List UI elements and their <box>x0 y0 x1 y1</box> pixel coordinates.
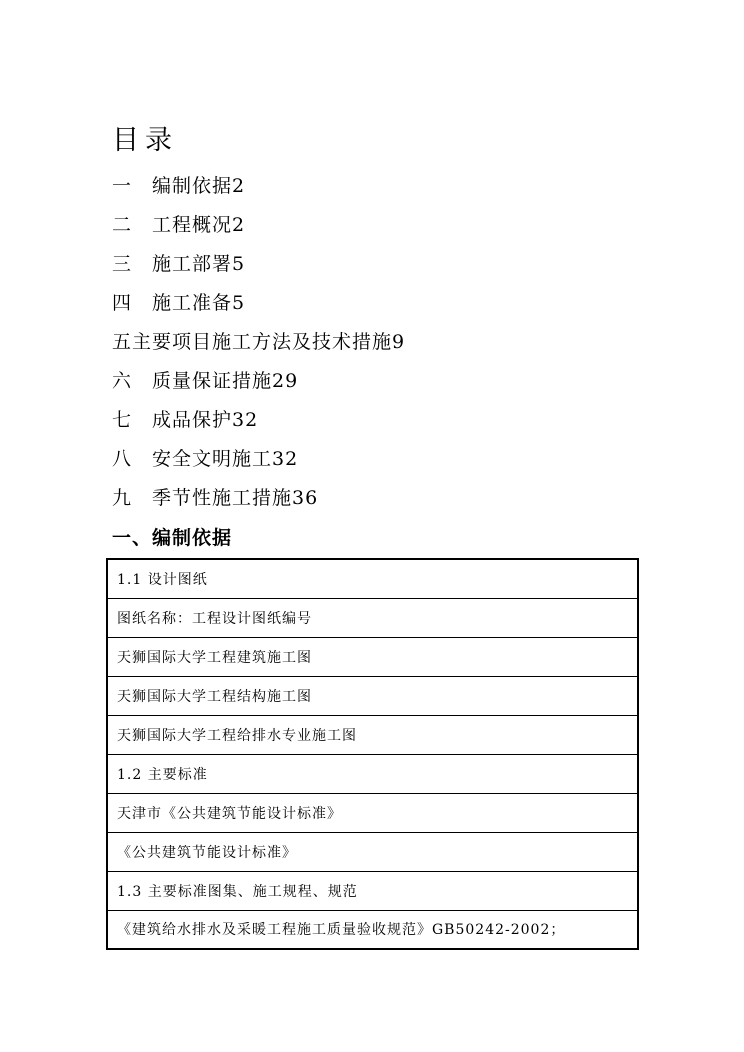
toc-item-page: 2 <box>232 214 246 236</box>
toc-item-number: 八 <box>112 448 133 470</box>
table-cell: 《公共建筑节能设计标准》 <box>107 832 638 871</box>
toc-item-label: 主要项目施工方法及技术措施 <box>132 331 393 353</box>
table-cell: 图纸名称：工程设计图纸编号 <box>107 598 638 637</box>
toc-item[interactable] <box>112 484 405 523</box>
toc-item-number: 六 <box>112 370 133 392</box>
toc-item[interactable] <box>112 250 405 289</box>
table-row <box>107 793 638 832</box>
table-cell: 1.1 设计图纸 <box>107 559 638 598</box>
toc-item-page: 32 <box>232 409 259 431</box>
table-row <box>107 559 638 598</box>
table-cell: 1.2 主要标准 <box>107 754 638 793</box>
toc-item-label: 成品保护 <box>152 409 233 431</box>
toc-item-number: 七 <box>112 409 133 431</box>
toc-item-label: 季节性施工措施 <box>152 487 293 509</box>
toc-item[interactable] <box>112 328 405 367</box>
section-heading: 一、编制依据 <box>112 527 233 549</box>
toc-item[interactable] <box>112 211 405 250</box>
table-row <box>107 598 638 637</box>
toc-item-number: 二 <box>112 214 133 236</box>
toc-list <box>112 172 405 523</box>
toc-item[interactable] <box>112 406 405 445</box>
toc-item[interactable] <box>112 172 405 211</box>
basis-table <box>106 558 639 950</box>
table-row <box>107 754 638 793</box>
toc-title: 目录 <box>112 125 178 156</box>
toc-item[interactable] <box>112 289 405 328</box>
toc-item[interactable] <box>112 445 405 484</box>
toc-item-page: 2 <box>232 175 246 197</box>
table-row <box>107 676 638 715</box>
toc-item-number: 一 <box>112 175 133 197</box>
toc-item-page: 32 <box>272 448 299 470</box>
toc-item-number: 三 <box>112 253 133 275</box>
toc-item-label: 施工部署 <box>152 253 233 275</box>
table-row <box>107 910 638 949</box>
table-row <box>107 637 638 676</box>
toc-item-page: 5 <box>232 253 246 275</box>
table-cell: 《建筑给水排水及采暖工程施工质量验收规范》GB50242-2002； <box>117 922 566 939</box>
toc-item-label: 工程概况 <box>152 214 233 236</box>
table-cell: 天狮国际大学工程建筑施工图 <box>107 637 638 676</box>
table-row <box>107 871 638 910</box>
toc-item-label: 质量保证措施 <box>152 370 273 392</box>
toc-item[interactable] <box>112 367 405 406</box>
toc-item-label: 编制依据 <box>152 175 233 197</box>
toc-item-number: 九 <box>112 487 133 509</box>
toc-item-page: 36 <box>292 487 319 509</box>
toc-item-page: 5 <box>232 292 246 314</box>
table-cell: 天津市《公共建筑节能设计标准》 <box>107 793 638 832</box>
table-row <box>107 715 638 754</box>
table-cell: 天狮国际大学工程结构施工图 <box>107 676 638 715</box>
table-row <box>107 832 638 871</box>
toc-item-page: 29 <box>272 370 299 392</box>
toc-item-label: 安全文明施工 <box>152 448 273 470</box>
toc-item-label: 施工准备 <box>152 292 233 314</box>
table-cell: 1.3 主要标准图集、施工规程、规范 <box>107 871 638 910</box>
toc-item-number: 五 <box>112 331 133 353</box>
toc-item-number: 四 <box>112 292 133 314</box>
toc-item-page: 9 <box>392 331 406 353</box>
table-cell: 天狮国际大学工程给排水专业施工图 <box>107 715 638 754</box>
